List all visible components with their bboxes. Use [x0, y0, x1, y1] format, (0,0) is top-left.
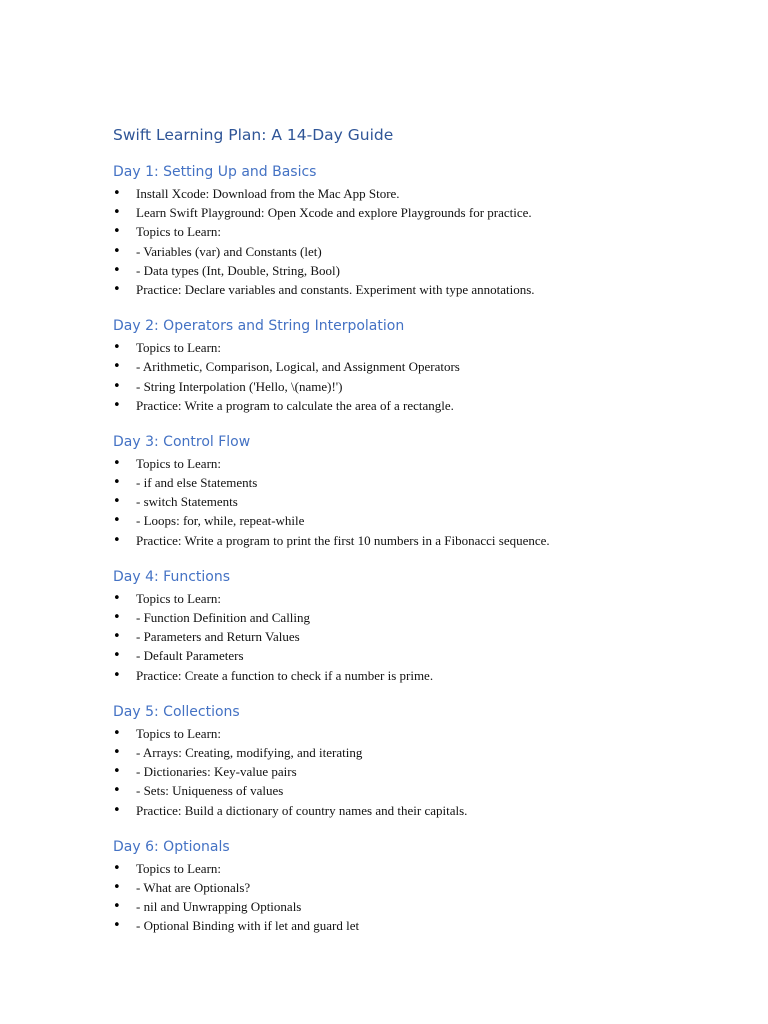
bullet-icon: •: [113, 879, 121, 895]
list-item-text: Practice: Write a program to print the first 10 numbers in a Fibonacci sequence.: [136, 532, 550, 548]
list-item-text: - Arrays: Creating, modifying, and iterating: [136, 744, 363, 760]
bullet-icon: •: [113, 281, 121, 297]
bullet-list: [113, 184, 733, 299]
bullet-icon: •: [113, 802, 121, 818]
bullet-icon: •: [113, 590, 121, 606]
list-item-text: Topics to Learn:: [136, 590, 222, 606]
list-item-text: Topics to Learn:: [136, 455, 222, 471]
list-item-text: Practice: Create a function to check if a number is prime.: [136, 667, 434, 683]
bullet-icon: •: [113, 744, 121, 760]
list-item-text: - Arithmetic, Comparison, Logical, and Assignment Operators: [136, 359, 460, 375]
section-day-1: [113, 162, 733, 299]
list-item: [113, 242, 733, 261]
list-item-text: - nil and Unwrapping Optionals: [136, 899, 302, 915]
list-item: [113, 627, 733, 646]
bullet-icon: •: [113, 243, 121, 259]
bullet-icon: •: [113, 397, 121, 413]
list-item-text: - Parameters and Return Values: [136, 629, 300, 645]
list-item: [113, 261, 733, 280]
list-item-text: - switch Statements: [136, 494, 238, 510]
section-heading: Day 4: Functions: [113, 568, 231, 585]
bullet-icon: •: [113, 186, 121, 201]
list-item-text: - Optional Binding with if let and guard let: [136, 918, 360, 934]
bullet-icon: •: [113, 783, 121, 799]
section-day-3: [113, 432, 733, 550]
list-item-text: Practice: Build a dictionary of country names and their capitals.: [136, 802, 468, 818]
bullet-icon: •: [113, 860, 121, 876]
section-day-5: [113, 702, 733, 820]
list-item-text: - Dictionaries: Key-value pairs: [136, 764, 297, 780]
list-item: [113, 608, 733, 627]
list-item-text: - Data types (Int, Double, String, Bool): [136, 262, 340, 278]
list-item-text: Practice: Declare variables and constants. Experiment with type annotations.: [136, 281, 535, 297]
list-item: [113, 724, 733, 743]
list-item: [113, 762, 733, 781]
list-item-text: - Function Definition and Calling: [136, 610, 311, 625]
list-item: [113, 646, 733, 665]
list-item: [113, 454, 733, 473]
list-item: [113, 878, 733, 897]
section-heading: Day 1: Setting Up and Basics: [113, 164, 317, 180]
list-item: [113, 511, 733, 530]
bullet-icon: •: [113, 648, 121, 664]
list-item-text: Install Xcode: Download from the Mac App Store.: [136, 186, 400, 201]
list-item: [113, 338, 733, 357]
bullet-list: [113, 859, 733, 936]
list-item: [113, 473, 733, 492]
list-item: [113, 743, 733, 762]
list-item: [113, 492, 733, 511]
list-item-text: - Default Parameters: [136, 648, 244, 664]
bullet-icon: •: [113, 899, 121, 915]
list-item-text: Topics to Learn:: [136, 340, 222, 356]
list-item: [113, 396, 733, 415]
bullet-list: [113, 454, 733, 550]
list-item-text: Topics to Learn:: [136, 224, 222, 240]
bullet-icon: •: [113, 475, 121, 491]
list-item: [113, 897, 733, 916]
list-item: [113, 859, 733, 878]
list-item-text: - String Interpolation ('Hello, \(name)!'): [136, 378, 343, 394]
section-heading: Day 2: Operators and String Interpolation: [113, 318, 405, 335]
bullet-icon: •: [113, 224, 121, 240]
bullet-icon: •: [113, 205, 121, 221]
list-item-text: - if and else Statements: [136, 475, 258, 491]
list-item: [113, 781, 733, 800]
list-item-text: - What are Optionals?: [136, 879, 251, 895]
list-item-text: Topics to Learn:: [136, 725, 222, 741]
bullet-icon: •: [113, 629, 121, 645]
section-heading: Day 3: Control Flow: [113, 433, 251, 450]
bullet-icon: •: [113, 455, 121, 471]
list-item-text: Practice: Write a program to calculate the area of a rectangle.: [136, 397, 454, 413]
bullet-icon: •: [113, 532, 121, 548]
bullet-icon: •: [113, 725, 121, 741]
document-page: [113, 125, 733, 935]
bullet-icon: •: [113, 918, 121, 934]
list-item-text: - Sets: Uniqueness of values: [136, 783, 284, 799]
document-title: Swift Learning Plan: A 14-Day Guide: [113, 126, 394, 144]
section-day-2: [113, 316, 733, 415]
bullet-icon: •: [113, 262, 121, 278]
list-item: [113, 280, 733, 299]
list-item: [113, 357, 733, 376]
bullet-list: [113, 338, 733, 415]
list-item: [113, 666, 733, 685]
list-item-text: - Loops: for, while, repeat-while: [136, 513, 305, 529]
section-heading: Day 5: Collections: [113, 703, 240, 720]
section-day-4: [113, 567, 733, 685]
list-item: [113, 222, 733, 241]
list-item: [113, 916, 733, 935]
bullet-list: [113, 724, 733, 820]
list-item: [113, 184, 733, 203]
section-day-6: [113, 837, 733, 936]
bullet-icon: •: [113, 513, 121, 529]
bullet-icon: •: [113, 359, 121, 375]
bullet-list: [113, 589, 733, 685]
list-item: [113, 589, 733, 608]
bullet-icon: •: [113, 667, 121, 683]
list-item-text: - Variables (var) and Constants (let): [136, 243, 322, 259]
list-item: [113, 377, 733, 396]
list-item: [113, 203, 733, 222]
list-item: [113, 801, 733, 820]
section-heading: Day 6: Optionals: [113, 838, 230, 855]
list-item-text: Learn Swift Playground: Open Xcode and explore Playgrounds for practice.: [136, 205, 532, 221]
bullet-icon: •: [113, 494, 121, 510]
list-item-text: Topics to Learn:: [136, 860, 222, 876]
bullet-icon: •: [113, 340, 121, 356]
list-item: [113, 531, 733, 550]
bullet-icon: •: [113, 378, 121, 394]
bullet-icon: •: [113, 610, 121, 625]
bullet-icon: •: [113, 764, 121, 780]
